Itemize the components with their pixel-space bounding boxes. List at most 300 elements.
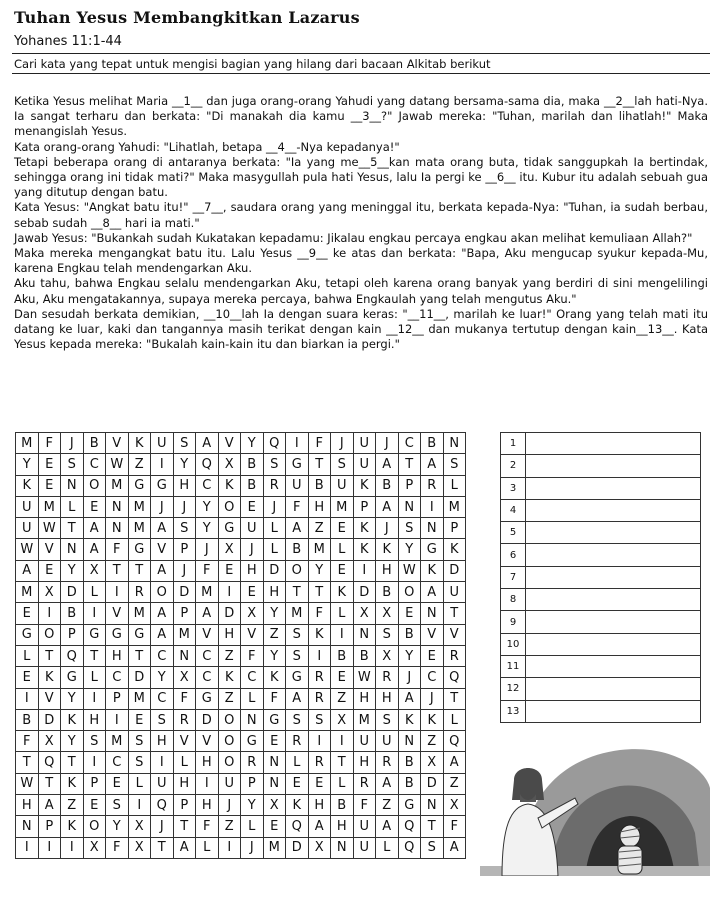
grid-cell: N [173,645,196,666]
grid-cell: Y [196,518,219,539]
grid-cell: I [353,560,376,581]
grid-cell: O [218,752,241,773]
grid-row [16,560,466,581]
grid-cell: S [286,624,309,645]
grid-cell: E [263,816,286,837]
grid-cell: H [173,773,196,794]
grid-row [16,475,466,496]
grid-cell: N [331,837,354,858]
grid-cell: D [286,837,309,858]
grid-cell: L [331,539,354,560]
grid-cell: N [106,518,129,539]
grid-cell: U [443,582,466,603]
grid-cell: I [128,795,151,816]
grid-cell: C [421,667,444,688]
answer-blank [526,522,701,544]
grid-cell: M [308,539,331,560]
grid-cell: G [286,667,309,688]
grid-cell: Z [61,795,84,816]
grid-cell: Y [241,795,264,816]
answer-number: 6 [501,544,526,566]
grid-cell: L [83,667,106,688]
grid-cell: U [331,475,354,496]
grid-cell: S [376,624,399,645]
grid-cell: E [38,560,61,581]
grid-cell: L [376,837,399,858]
grid-cell: M [286,603,309,624]
answer-row [501,611,701,633]
answer-blank [526,700,701,722]
grid-cell: M [128,603,151,624]
passage-paragraph: Dan sesudah berkata demikian, __10__lah Ia dengan suara keras: "__11__, marilah ke luar!" Orang yang telah mati itu datang ke luar, kaki dan tangannya masih terikat dengan kain __12__ dan mukanya tertutup dengan kain__13__. Kata Yesus kepada mereka: "Bukalah kain-kain itu dan biarkan ia pergi." [14,306,708,352]
grid-cell: F [196,560,219,581]
grid-cell: O [218,731,241,752]
grid-cell: R [353,773,376,794]
grid-cell: C [151,688,174,709]
grid-cell: Z [443,773,466,794]
grid-cell: Y [61,731,84,752]
grid-cell: X [38,731,61,752]
grid-cell: X [83,837,106,858]
grid-cell: Y [16,454,39,475]
passage-paragraph: Ketika Yesus melihat Maria __1__ dan juga orang-orang Yahudi yang datang bersama-sama dia, maka __2__lah hati-Nya. Ia sangat terharu dan berkata: "Di manakah dia kamu __3__?" Jawab mereka: "Tuhan, marilah dan lihatlah!" Maka menangislah Yesus. [14,94,708,139]
grid-cell: J [61,433,84,454]
grid-cell: L [263,518,286,539]
divider-top [12,53,710,54]
answer-row [501,433,701,455]
grid-cell: X [173,667,196,688]
passage-paragraph: Aku tahu, bahwa Engkau selalu mendengarkan Aku, tetapi oleh karena orang banyak yang berdiri di sini mengelilingi Aku, Aku mengatakannya, supaya mereka percaya, bahwa Engkaulah yang telah mengutus Aku." [14,276,708,306]
grid-cell: R [128,582,151,603]
grid-cell: A [421,582,444,603]
grid-cell: M [16,433,39,454]
grid-cell: D [173,582,196,603]
grid-cell: K [61,773,84,794]
grid-cell: S [286,645,309,666]
grid-row [16,709,466,730]
grid-cell: P [106,688,129,709]
grid-cell: C [196,645,219,666]
grid-cell: Y [61,688,84,709]
grid-cell: E [38,475,61,496]
grid-cell: M [331,496,354,517]
grid-cell: E [106,773,129,794]
grid-cell: T [443,603,466,624]
grid-cell: P [83,773,106,794]
grid-cell: M [196,582,219,603]
grid-cell: N [421,603,444,624]
grid-cell: Y [398,539,421,560]
grid-cell: I [83,603,106,624]
grid-cell: W [398,560,421,581]
grid-cell: C [196,667,219,688]
answer-row [501,499,701,521]
grid-cell: G [241,731,264,752]
grid-cell: K [61,816,84,837]
grid-cell: H [218,624,241,645]
grid-cell: V [38,688,61,709]
passage-paragraph: Kata orang-orang Yahudi: "Lihatlah, betapa __4__-Nya kepadanya!" [14,139,400,154]
grid-cell: B [421,433,444,454]
grid-cell: Q [61,645,84,666]
grid-cell: I [308,645,331,666]
grid-cell: A [83,518,106,539]
tomb-illustration [480,728,710,876]
grid-cell: F [308,433,331,454]
grid-cell: K [398,709,421,730]
grid-cell: S [173,433,196,454]
grid-cell: J [421,688,444,709]
grid-cell: U [151,773,174,794]
grid-cell: Q [151,795,174,816]
grid-cell: D [61,582,84,603]
grid-cell: V [196,731,219,752]
grid-cell: V [173,731,196,752]
grid-cell: G [61,667,84,688]
grid-cell: T [151,837,174,858]
grid-cell: A [286,688,309,709]
grid-cell: G [286,454,309,475]
grid-cell: Y [196,496,219,517]
grid-cell: Y [106,816,129,837]
grid-cell: A [16,560,39,581]
grid-cell: K [218,475,241,496]
grid-cell: U [353,454,376,475]
grid-cell: U [151,433,174,454]
answer-number: 11 [501,655,526,677]
grid-cell: H [308,496,331,517]
grid-cell: C [83,454,106,475]
grid-cell: A [151,518,174,539]
grid-cell: D [38,709,61,730]
grid-cell: K [308,624,331,645]
grid-cell: M [16,582,39,603]
grid-cell: L [128,773,151,794]
grid-cell: G [106,624,129,645]
grid-cell: I [331,624,354,645]
grid-cell: Z [421,731,444,752]
grid-cell: L [241,816,264,837]
grid-cell: Y [263,645,286,666]
grid-cell: I [151,454,174,475]
grid-cell: K [61,709,84,730]
grid-row [16,624,466,645]
grid-cell: B [331,795,354,816]
grid-cell: L [241,688,264,709]
answer-row [501,589,701,611]
grid-cell: P [61,624,84,645]
grid-cell: G [128,624,151,645]
grid-cell: P [443,518,466,539]
grid-cell: T [308,582,331,603]
grid-cell: O [38,624,61,645]
grid-cell: H [308,795,331,816]
grid-cell: A [443,752,466,773]
grid-row [16,433,466,454]
grid-cell: E [331,560,354,581]
grid-cell: E [16,667,39,688]
grid-row [16,603,466,624]
grid-cell: B [83,433,106,454]
word-search-grid [15,432,466,859]
grid-cell: A [308,816,331,837]
grid-cell: H [353,752,376,773]
grid-row [16,454,466,475]
grid-cell: K [353,475,376,496]
grid-cell: Q [38,752,61,773]
grid-cell: O [218,709,241,730]
answer-table [500,432,701,723]
grid-cell: U [241,518,264,539]
grid-cell: U [353,816,376,837]
grid-row [16,773,466,794]
grid-cell: S [83,731,106,752]
grid-cell: R [308,752,331,773]
grid-cell: I [196,773,219,794]
grid-cell: B [331,645,354,666]
grid-cell: S [443,454,466,475]
grid-cell: Q [398,816,421,837]
grid-cell: P [241,773,264,794]
grid-cell: T [128,645,151,666]
grid-cell: J [263,496,286,517]
grid-cell: K [38,667,61,688]
grid-cell: A [196,433,219,454]
grid-cell: W [16,539,39,560]
grid-cell: T [173,816,196,837]
grid-cell: J [398,667,421,688]
grid-cell: S [263,454,286,475]
grid-cell: W [106,454,129,475]
grid-cell: F [196,816,219,837]
grid-cell: Y [263,603,286,624]
grid-row [16,837,466,858]
grid-cell: X [308,837,331,858]
grid-cell: U [218,773,241,794]
grid-row [16,496,466,517]
grid-cell: G [16,624,39,645]
grid-row [16,688,466,709]
grid-cell: V [106,433,129,454]
grid-cell: I [16,688,39,709]
grid-cell: K [421,560,444,581]
grid-cell: A [38,795,61,816]
grid-cell: U [16,518,39,539]
grid-cell: L [443,475,466,496]
grid-cell: U [286,475,309,496]
grid-cell: S [308,709,331,730]
answer-blank [526,433,701,455]
answer-row [501,700,701,722]
grid-cell: X [218,454,241,475]
grid-cell: S [376,709,399,730]
answer-blank [526,611,701,633]
grid-cell: L [263,539,286,560]
grid-cell: L [331,773,354,794]
grid-cell: I [16,837,39,858]
grid-cell: B [286,539,309,560]
grid-cell: T [308,454,331,475]
grid-cell: I [38,603,61,624]
grid-cell: Z [218,816,241,837]
grid-cell: F [308,603,331,624]
answer-blank [526,477,701,499]
grid-cell: B [376,475,399,496]
grid-cell: S [398,518,421,539]
grid-cell: C [106,667,129,688]
grid-cell: D [353,582,376,603]
grid-cell: I [61,837,84,858]
grid-cell: J [196,539,219,560]
grid-cell: R [263,475,286,496]
grid-cell: A [151,624,174,645]
grid-cell: M [443,496,466,517]
grid-cell: V [38,539,61,560]
grid-cell: T [61,518,84,539]
grid-cell: I [218,837,241,858]
grid-row [16,667,466,688]
grid-cell: F [443,816,466,837]
grid-cell: R [421,475,444,496]
answer-number: 8 [501,589,526,611]
answer-number: 7 [501,566,526,588]
grid-cell: H [106,645,129,666]
grid-cell: Z [331,688,354,709]
grid-cell: S [421,837,444,858]
grid-cell: O [286,560,309,581]
grid-cell: B [398,752,421,773]
grid-cell: E [241,582,264,603]
grid-cell: V [196,624,219,645]
grid-cell: W [38,518,61,539]
grid-row [16,582,466,603]
grid-cell: Z [263,624,286,645]
grid-cell: T [398,454,421,475]
grid-cell: M [106,731,129,752]
grid-cell: X [421,752,444,773]
grid-cell: J [241,539,264,560]
lazarus-figure [618,825,642,874]
grid-cell: B [398,773,421,794]
answer-row [501,678,701,700]
answer-number: 5 [501,522,526,544]
grid-cell: J [331,433,354,454]
grid-cell: F [286,496,309,517]
grid-cell: S [61,454,84,475]
grid-cell: E [398,603,421,624]
grid-cell: U [353,433,376,454]
answer-number: 13 [501,700,526,722]
grid-cell: E [128,709,151,730]
grid-cell: R [241,752,264,773]
grid-cell: A [376,816,399,837]
grid-cell: E [83,496,106,517]
answer-row [501,633,701,655]
grid-cell: M [353,709,376,730]
grid-cell: P [173,795,196,816]
instruction-text: Cari kata yang tepat untuk mengisi bagian yang hilang dari bacaan Alkitab berikut [14,57,491,71]
answer-number: 12 [501,678,526,700]
grid-cell: H [241,560,264,581]
grid-cell: Q [263,433,286,454]
grid-cell: N [353,624,376,645]
passage-text [14,94,708,352]
grid-cell: M [128,518,151,539]
grid-cell: P [38,816,61,837]
grid-cell: Z [308,518,331,539]
grid-cell: G [398,795,421,816]
grid-cell: P [173,539,196,560]
passage-paragraph: Kata Yesus: "Angkat batu itu!" __7__, saudara orang yang meninggal itu, berkata kepada-Nya: "Tuhan, ia sudah berbau, sebab sudah __8__ hari ia mati." [14,200,708,230]
grid-cell: Y [398,645,421,666]
grid-cell: I [421,496,444,517]
grid-cell: H [331,816,354,837]
grid-row [16,752,466,773]
grid-cell: Z [218,688,241,709]
grid-cell: H [196,752,219,773]
grid-cell: V [241,624,264,645]
answer-row [501,655,701,677]
grid-cell: K [16,475,39,496]
grid-cell: X [83,560,106,581]
grid-cell: M [38,496,61,517]
grid-cell: M [263,837,286,858]
grid-cell: K [353,518,376,539]
grid-cell: X [218,539,241,560]
grid-cell: D [128,667,151,688]
grid-cell: E [331,667,354,688]
grid-cell: X [376,603,399,624]
grid-cell: T [443,688,466,709]
worksheet-title: Tuhan Yesus Membangkitkan Lazarus [14,8,360,27]
grid-cell: X [241,603,264,624]
grid-cell: T [421,816,444,837]
grid-cell: K [443,539,466,560]
grid-cell: Q [398,837,421,858]
grid-cell: T [106,560,129,581]
grid-cell: X [443,795,466,816]
grid-cell: I [308,731,331,752]
grid-cell: I [151,752,174,773]
grid-cell: H [263,582,286,603]
grid-cell: A [376,454,399,475]
answer-row [501,566,701,588]
grid-cell: I [286,433,309,454]
grid-cell: I [38,837,61,858]
answer-blank [526,655,701,677]
grid-cell: F [106,837,129,858]
grid-cell: X [128,837,151,858]
grid-cell: P [398,475,421,496]
grid-cell: F [16,731,39,752]
scripture-reference: Yohanes 11:1-44 [14,34,122,49]
grid-cell: J [241,837,264,858]
grid-cell: T [38,645,61,666]
answer-blank [526,678,701,700]
grid-cell: J [218,795,241,816]
grid-cell: U [376,731,399,752]
grid-cell: Y [308,560,331,581]
grid-cell: J [173,560,196,581]
grid-cell: A [151,603,174,624]
grid-cell: B [308,475,331,496]
grid-cell: N [61,539,84,560]
grid-cell: E [263,731,286,752]
grid-cell: J [376,518,399,539]
grid-cell: R [443,645,466,666]
grid-cell: A [398,688,421,709]
grid-cell: A [196,603,219,624]
